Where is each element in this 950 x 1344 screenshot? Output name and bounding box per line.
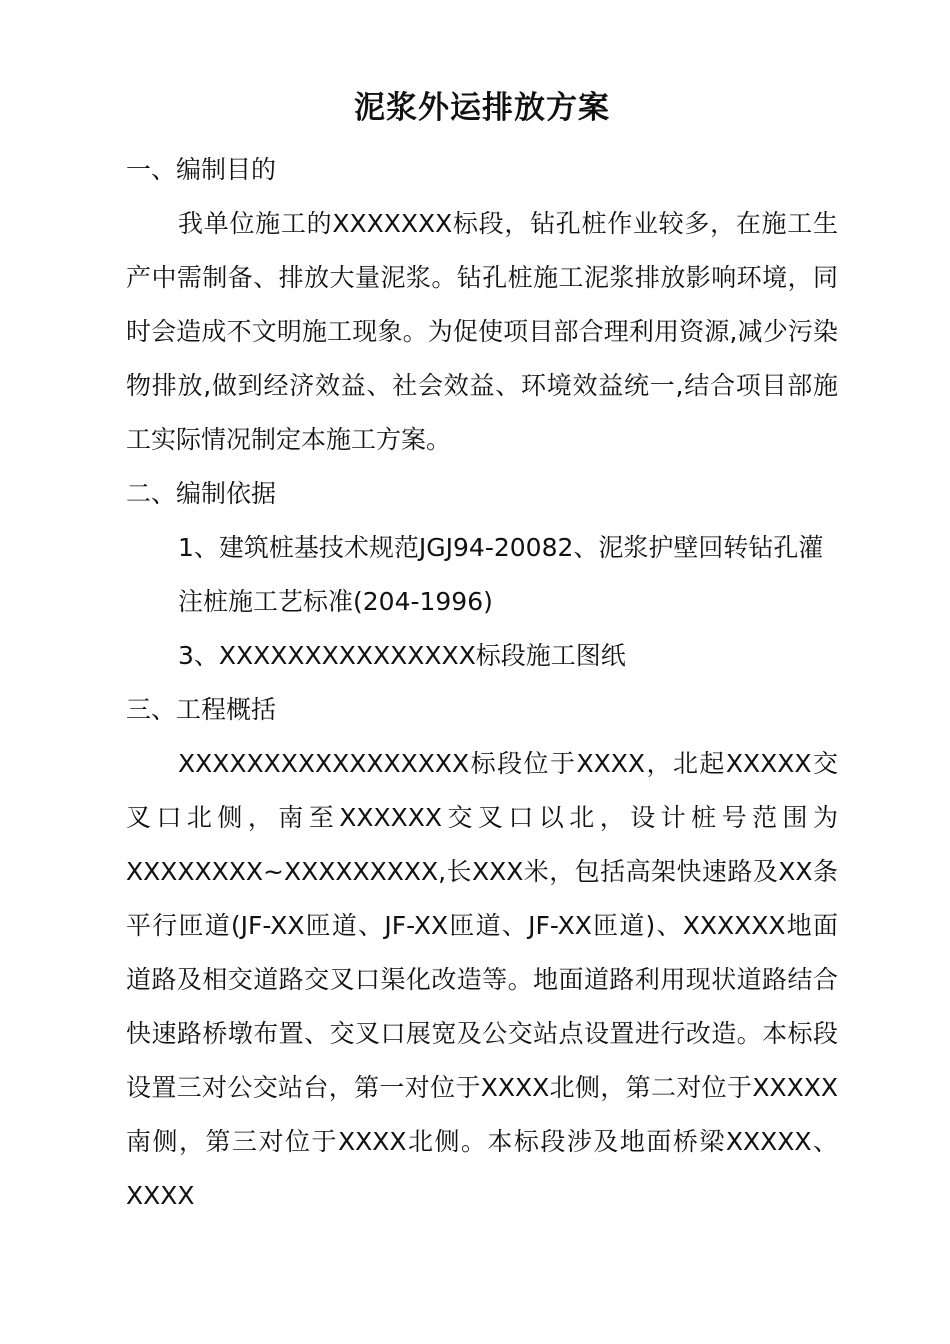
basis-item: 3、XXXXXXXXXXXXXXX标段施工图纸 <box>178 641 626 670</box>
document-title: 泥浆外运排放方案 <box>354 90 610 126</box>
basis-item: 1、建筑桩基技术规范JGJ94-20082、泥浆护壁回转钻孔灌注桩施工艺标准(204-1996) <box>178 533 824 616</box>
section-heading-purpose: 一、编制目的 <box>126 155 277 184</box>
section-heading-overview: 三、工程概括 <box>126 695 277 724</box>
paragraph-overview: XXXXXXXXXXXXXXXXX标段位于XXXX，北起XXXXX交叉口北侧，南至XXXXXX交叉口以北，设计桩号范围为XXXXXXXX~XXXXXXXXX,长XXX米，包括高架快速路及XX条平行匝道(JF-XX匝道、JF-XX匝道、JF-XX匝道)、XXXXXX地面道路及相交道路交叉口渠化改造等。地面道路利用现状道路结合快速路桥墩布置、交叉口展宽及公交站点设置进行改造。本标段设置三对公交站台，第一对位于XXXX北侧，第二对位于XXXXX南侧，第三对位于XXXX北侧。本标段涉及地面桥梁XXXXX、XXXX <box>126 749 838 1210</box>
section-heading-basis: 二、编制依据 <box>126 479 277 508</box>
paragraph-purpose: 我单位施工的XXXXXXX标段，钻孔桩作业较多，在施工生产中需制备、排放大量泥浆。钻孔桩施工泥浆排放影响环境，同时会造成不文明施工现象。为促使项目部合理利用资源,减少污染物排放,做到经济效益、社会效益、环境效益统一,结合项目部施工实际情况制定本施工方案。 <box>126 209 838 454</box>
